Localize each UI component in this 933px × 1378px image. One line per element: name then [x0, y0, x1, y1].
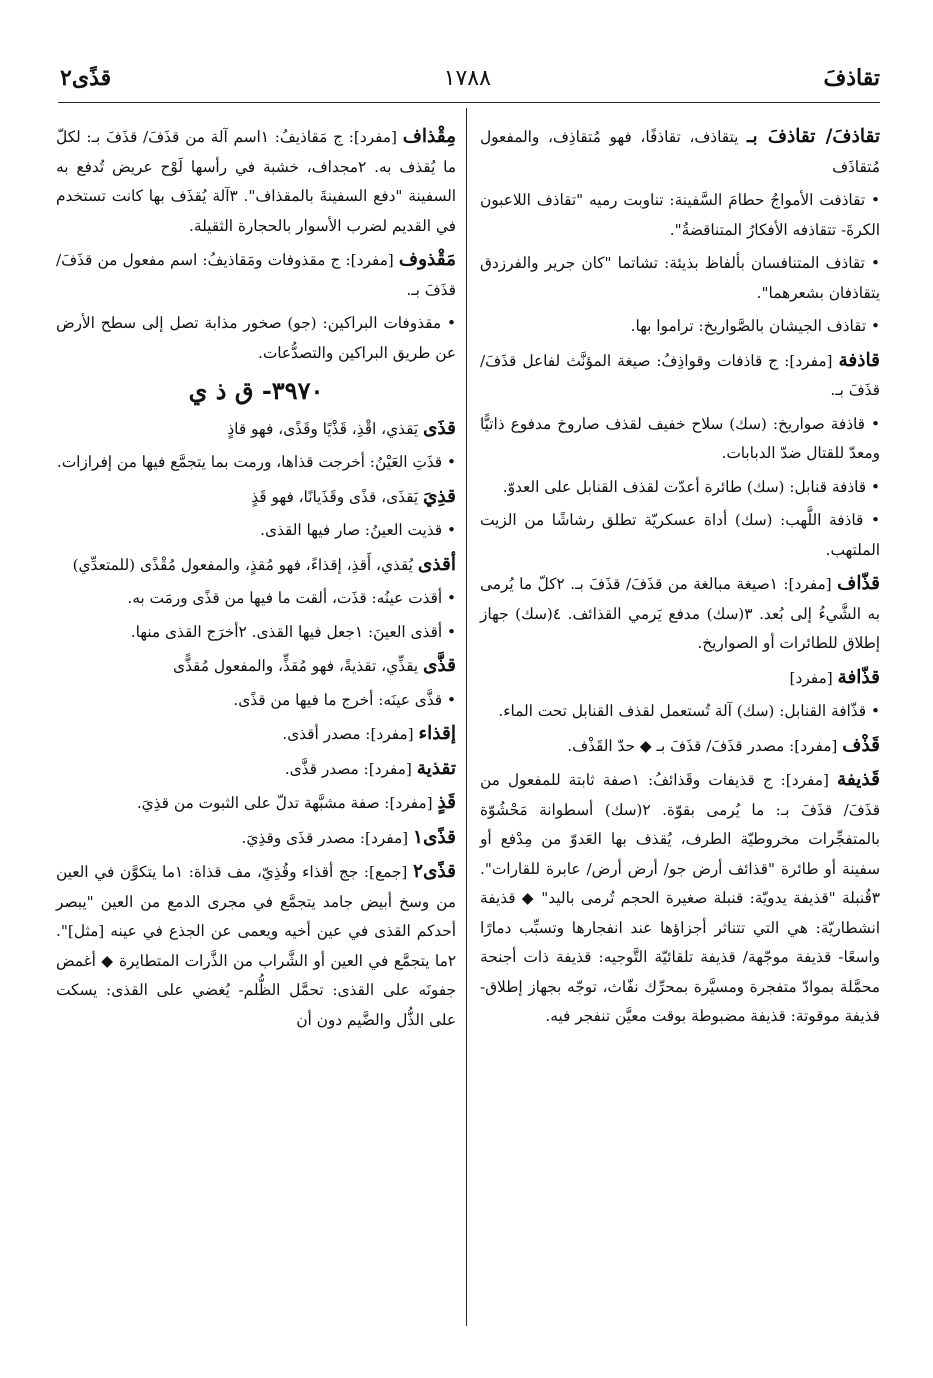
entry-text: [مفرد]: مصدر أقذى. [282, 725, 419, 743]
sub-entry [480, 410, 880, 469]
dictionary-entry [56, 788, 456, 819]
sub-entry [480, 249, 880, 308]
entry-headword: قذًى٢ [413, 861, 456, 882]
dictionary-entry [56, 719, 456, 750]
left-column [56, 122, 456, 1039]
root-heading: ٣٩٧٠- ق ذ ي [188, 376, 324, 405]
entry-text: [مفرد]: مصدر قذَى وقذِيَ. [241, 828, 414, 847]
entry-text: [مفرد]: ج مقذوفات ومَقاذيفُ: اسم مفعول من قذَفَ/ قذَفَ بـ. [56, 251, 456, 299]
sub-entry [480, 506, 880, 565]
dictionary-entry [56, 414, 456, 445]
entry-text: [مفرد]: ج قذيفات وقَذائفُ: ١صفة ثابتة للمفعول من قذَفَ/ قذَفَ بـ: ما يُرمى بقوّة. ٢(سك) أسطوانة مَحْشُوّة بالمتفجِّرات مخروطيّة الطرف، يُقذف بها العَدوّ من مِدْفع أو سفينة أو طائرة "قذائف أرض جو/ أرض أرض/ عابرة للقارات". ٣قُنبلة "قذيفة يدويّة: قنبلة صغيرة الحجم تُرمى باليد" ◆ قذيفة انشطاريّة: هي التي تتناثر أجزاؤها عند انفجارها وتسبِّب دمارًا واسعًا- قذيفة موجّهة/ قذيفة تلقائيّة التَّوجيه: قذيفة ذات أجنحة محمَّلة بموادّ متفجرة ومسيَّرة بمحرِّك نفّاث، توجّه بجهاز إطلاق- قذيفة موقوتة: قذيفة مضبوطة بوقت معيَّن تنفجر فيه. [480, 771, 881, 1025]
dictionary-entry [56, 122, 456, 241]
entry-text: • قاذفة صواريخ: (سك) سلاح خفيف لقذف صاروخ مدفوع ذاتيًّا ومعدّ للقتال ضدّ الدبابات. [480, 414, 880, 462]
entry-text: [مفرد]: ج قاذفات وقواذِفُ: صيغة المؤنَّث لفاعل قذَفَ/ قذَفَ بـ. [480, 351, 880, 399]
entry-text: • قاذفة اللَّهب: (سك) أداة عسكريّة تطلق رشاشًا من الزيت الملتهب. [480, 511, 880, 559]
entry-text: • أقذى العينَ: ١جعل فيها القذى. ٢أخرَج القذى منها. [130, 622, 456, 641]
dictionary-entry [480, 569, 880, 659]
entry-headword: إقذاء [418, 723, 456, 744]
entry-headword: قذّافة [837, 666, 880, 688]
entry-text: يتقاذف، تقاذفًا، فهو مُتقاذِف، والمفعول مُتقاذَف [480, 128, 880, 176]
entry-text: • قذَّى عينَه: أخرج ما فيها من قذًى. [233, 690, 456, 709]
dictionary-entry [480, 731, 880, 762]
dictionary-entry [56, 754, 456, 785]
sub-entry [480, 697, 880, 727]
entry-headword: قَذٍ [437, 792, 456, 813]
entry-headword: تقذية [416, 757, 456, 779]
sub-entry [56, 309, 456, 368]
dictionary-entry [56, 550, 456, 581]
entry-text: يقذِّي، تقذيةً، فهو مُقذٍّ، والمفعول مُقذًّى [173, 657, 423, 675]
entry-text: [مفرد]: مصدر قذَّى. [284, 759, 417, 778]
entry-text: • قذَتِ العَيْنُ: أخرجت قذاها، ورمت بما يتجمَّع فيها من إفرازات. [56, 453, 456, 471]
entry-text: • تقاذفت الأمواجُ حطامَ السَّفينة: تناوبت رميه "تقاذف اللاعبون الكرةَ- تتقاذفه الأفكارُ المتناقضةُ". [480, 191, 880, 239]
dictionary-entry [480, 122, 880, 182]
entry-headword: قذّاف [837, 573, 881, 594]
page-header [60, 58, 880, 98]
dictionary-entry [56, 651, 456, 682]
entry-headword: قذًى١ [413, 826, 456, 848]
sub-entry [56, 618, 456, 648]
entry-headword: مَقْذوف [398, 249, 456, 270]
entry-text: • قذّافة القنابل: (سك) آلة تُستعمل لقذف القنابل تحت الماء. [498, 702, 880, 720]
sub-entry [480, 473, 880, 503]
entry-text: • أقذت عينُه: قذَت، ألقت ما فيها من قذًى ورمَت به. [127, 589, 456, 607]
sub-entry [480, 312, 880, 342]
entry-headword: قذَى [422, 417, 456, 439]
entry-headword: قاذفة [838, 349, 880, 371]
entry-text: • قاذفة قنابل: (سك) طائرة أعدّت لقذف القنابل على العدوّ. [502, 477, 880, 496]
header-left-headword: قذًى٢ [60, 65, 112, 91]
dictionary-entry [56, 857, 456, 1035]
entry-headword: قذِيَ [422, 485, 456, 507]
entry-text: يَقذي، اقْذِ، قَذْيًا وقَذًى، فهو قاذٍ [227, 419, 423, 438]
dictionary-entry [480, 663, 880, 694]
entry-text: • تقاذف المتنافسان بألفاظ بذيئة: تشاتما "كان جرير والفرزدق يتقاذفان بشعرهما". [480, 254, 880, 302]
entry-text: • قذيت العينُ: صار فيها القذى. [260, 521, 456, 539]
entry-headword: تقاذفَ/ تقاذفَ بـ [747, 126, 880, 147]
entry-text: [مفرد]: مصدر قذَفَ/ قذَفَ بـ ◆ حدّ القَذْف. [567, 736, 843, 755]
entry-text: • مقذوفات البراكين: (جو) صخور مذابة تصل إلى سطح الأرض عن طريق البراكين والتصدُّعات. [56, 314, 456, 362]
entry-text: [جمع]: جج أقذاء وقُذِيّ، مف قذاة: ١ما يتكوَّن في العين من وسخ أبيض جامد يتجمَّع في مجرى الدمع من العين "يبصر أحدكم القذى في عين أخيه ويعمى عن الجذع في عينه [مثل]". ٢ما يتجمَّع في العين أو الشَّراب من الذَّرات المتطايرة ◆ أغمض جفونَه على القذى: تحمَّل الظُّلم- يُغضي على القذى: يسكت على الذُّل والضَّيم دون أن [56, 863, 456, 1029]
dictionary-entry [480, 765, 880, 1032]
sub-entry [480, 186, 880, 245]
entry-text: [مفرد] [789, 668, 838, 687]
sub-entry [56, 686, 456, 716]
entry-headword: أقذى [417, 553, 456, 575]
entry-headword: قَذْف [842, 734, 880, 756]
entry-text: [مفرد]: ١صيغة مبالغة من قذَفَ/ قذَفَ بـ. ٢كلّ ما يُرمى به الشَّيءُ إلى بُعد. ٣(سك) مدفع يَرمي القذائف. ٤(سك) جهاز إطلاق للطائرات أو الصواريخ. [480, 575, 880, 652]
right-column [480, 122, 880, 1036]
dictionary-entry [480, 346, 880, 406]
entry-headword: مِقْذاف [402, 126, 457, 147]
dictionary-entry [56, 823, 456, 854]
entry-headword: قَذيفة [837, 769, 880, 790]
dictionary-entry [56, 245, 456, 305]
dictionary-entry [56, 482, 456, 513]
entry-text: [مفرد]: ج مَقاذيفُ: ١اسم آلة من قذَفَ/ قذَفَ بـ: لكلّ ما يُقذف به. ٢مجداف، خشبة في رأسها لَوْح عريض تُدفع به السفينة "دفع السفينةَ بالمقذاف". ٣آلة يُقذَف بها كانت تستخدم في القديم لضرب الأسوار بالحجارة الثقيلة. [56, 128, 456, 235]
entry-headword: قذَّى [422, 655, 456, 676]
sub-entry [56, 516, 456, 546]
header-right-headword: تقاذفَ [823, 65, 880, 91]
entry-text: يَقذَى، قذًى وقَذَيانًا، فهو قَذٍ [251, 487, 423, 506]
sub-entry [56, 448, 456, 478]
column-divider [466, 108, 467, 1326]
entry-text: • تقاذف الجيشان بالصَّواريخ: تراموا بها. [630, 317, 880, 335]
entry-text: [مفرد]: صفة مشبَّهة تدلّ على الثبوت من قذِيَ. [136, 794, 438, 812]
header-rule [58, 102, 880, 103]
page-number: ١٧٨٨ [443, 65, 491, 91]
entry-text: يُقذي، أَقذِ، إقذاءً، فهو مُقذٍ، والمفعول مُقْذًى (للمتعدِّي) [72, 555, 418, 574]
sub-entry [56, 584, 456, 614]
